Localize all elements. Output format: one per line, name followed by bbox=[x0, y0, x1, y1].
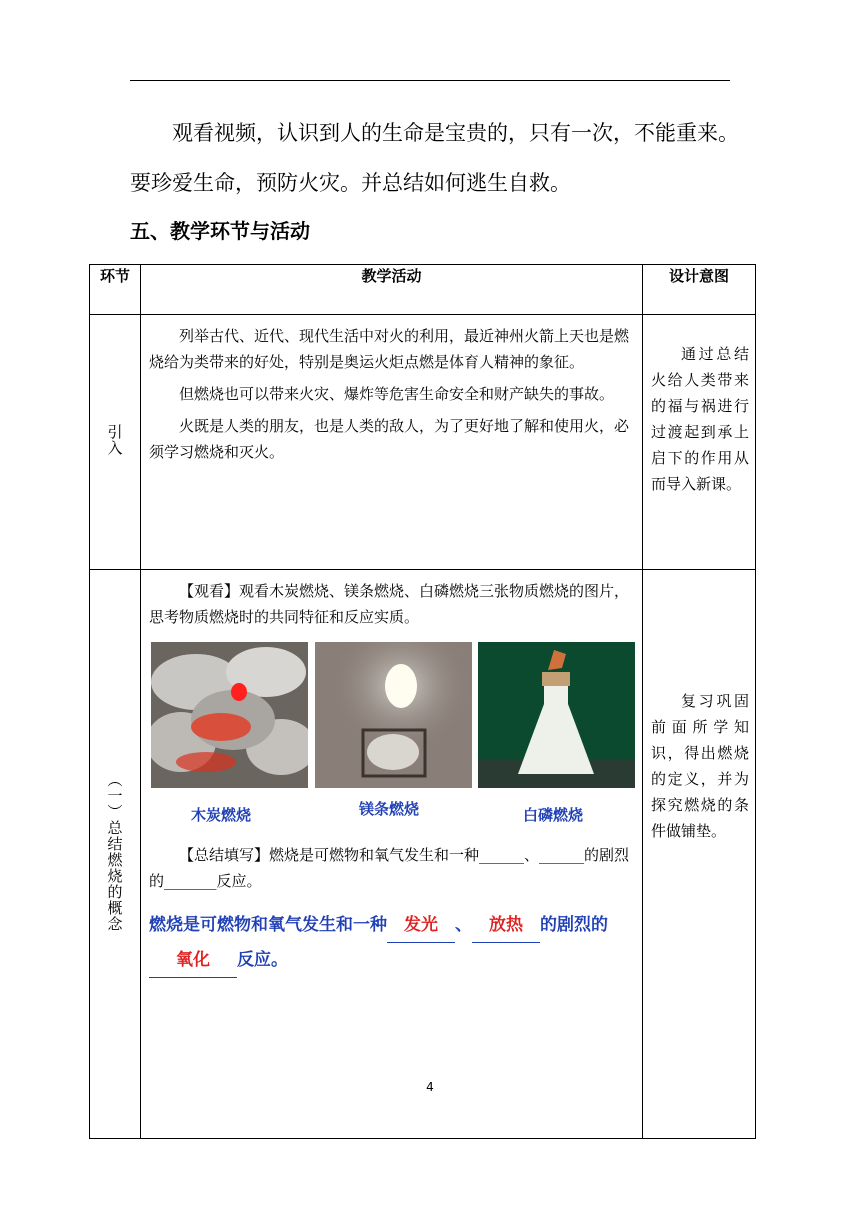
table-header-row bbox=[90, 265, 756, 315]
intent-text: 通过总结火给人类带来的福与祸进行过渡起到承上启下的作用从而导入新课。 bbox=[651, 345, 749, 493]
answer-text: 燃烧是可燃物和氧气发生和一种 bbox=[149, 915, 387, 935]
activity-cell bbox=[141, 315, 643, 570]
magnesium-photo bbox=[315, 642, 472, 788]
intent-cell bbox=[643, 570, 756, 1139]
intent-cell bbox=[643, 315, 756, 570]
stage-label: 引入 bbox=[105, 424, 124, 456]
caption-magnesium: 镁条燃烧 bbox=[359, 800, 420, 818]
header-rule bbox=[130, 80, 730, 81]
white-phosphorus-photo bbox=[478, 642, 635, 788]
answer-blank: 放热 bbox=[472, 908, 540, 943]
answer-text: 、 bbox=[455, 915, 472, 935]
caption-charcoal: 木炭燃烧 bbox=[191, 806, 252, 824]
answer-blank: 发光 bbox=[387, 908, 455, 943]
activity-paragraph: 列举古代、近代、现代生活中对火的利用，最近神州火箭上天也是燃烧给为类带来的好处，特别是奥运火炬点燃是体育人精神的象征。 bbox=[149, 327, 630, 371]
answer-block bbox=[149, 908, 634, 978]
header-intent: 设计意图 bbox=[643, 265, 756, 315]
table-row bbox=[90, 315, 756, 570]
activity-cell bbox=[141, 570, 643, 1139]
fill-in-prompt: 【总结填写】燃烧是可燃物和氧气发生和一种______、______的剧烈的_______反应。 bbox=[149, 846, 630, 890]
stage-cell bbox=[90, 315, 141, 570]
intent-text: 复习巩固前面所学知识，得出燃烧的定义，并为探究燃烧的条件做铺垫。 bbox=[651, 692, 749, 840]
answer-text: 的剧烈的 bbox=[540, 915, 608, 935]
answer-text: 反应。 bbox=[237, 950, 288, 970]
header-activity: 教学活动 bbox=[141, 265, 643, 315]
table-row bbox=[90, 570, 756, 1139]
activity-paragraph: 火既是人类的朋友，也是人类的敌人，为了更好地了解和使用火，必须学习燃烧和灭火。 bbox=[149, 417, 630, 461]
page-number: 4 bbox=[426, 1080, 434, 1094]
caption-phosphorus: 白磷燃烧 bbox=[523, 806, 584, 824]
stage-label: （一）总结燃烧的概念 bbox=[105, 772, 124, 932]
activity-table bbox=[89, 264, 756, 1139]
observe-paragraph: 【观看】观看木炭燃烧、镁条燃烧、白磷燃烧三张物质燃烧的图片，思考物质燃烧时的共同特征和反应实质。 bbox=[149, 582, 630, 626]
section-title: 五、教学环节与活动 bbox=[130, 219, 310, 243]
header-stage: 环节 bbox=[90, 265, 141, 315]
charcoal-photo bbox=[151, 642, 308, 788]
answer-blank: 氧化 bbox=[149, 943, 237, 978]
photo-strip bbox=[149, 642, 634, 842]
intro-paragraph: 观看视频，认识到人的生命是宝贵的，只有一次，不能重来。要珍爱生命，预防火灾。并总结如何逃生自救。 bbox=[130, 121, 739, 195]
activity-paragraph: 但燃烧也可以带来火灾、爆炸等危害生命安全和财产缺失的事故。 bbox=[179, 385, 615, 403]
stage-cell bbox=[90, 570, 141, 1139]
